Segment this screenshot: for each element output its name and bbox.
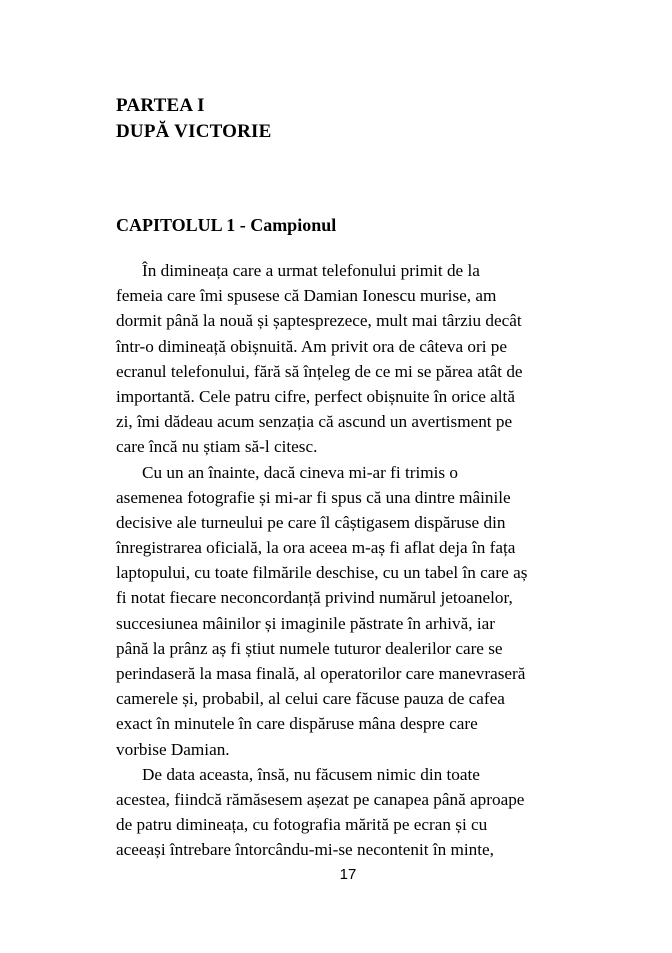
chapter-body (116, 258, 556, 863)
body-text-line: într-o dimineață obișnuită. Am privit ora de câteva ori pe (116, 336, 508, 356)
body-text-line: până la prânz aș fi știut numele tuturor dealerilor care se (116, 638, 503, 658)
body-text-line: laptopului, cu toate filmările deschise, cu un tabel în care aș (116, 563, 528, 583)
body-text-line: camerele și, probabil, al celui care făcuse pauza de cafea (116, 689, 505, 709)
body-text-line: În dimineața care a urmat telefonului primit de la (142, 261, 480, 280)
body-text-line: vorbise Damian. (116, 739, 230, 759)
body-text-line: de patru dimineața, cu fotografia mărită pe ecran și cu (116, 815, 488, 835)
body-text-line: ecranul telefonului, fără să înțeleg de ce mi se părea atât de (116, 361, 523, 381)
body-text-line: perindaseră la masa finală, al operatorilor care manevraseră (116, 664, 526, 683)
body-text-line: care încă nu știam să-l citesc. (116, 437, 318, 457)
body-text-line: decisive ale turneului pe care îl câștigasem dispăruse din (116, 512, 506, 532)
page-number: 17 (339, 866, 357, 883)
chapter-title: CAPITOLUL 1 - Campionul (116, 215, 337, 235)
body-text-line: fi notat fiecare neconcordanță privind numărul jetoanelor, (116, 588, 513, 608)
body-text-line: femeia care îmi spusese că Damian Ionescu murise, am (116, 286, 497, 306)
body-text-line: înregistrarea oficială, la ora aceea m-aș fi aflat deja în fața (116, 538, 516, 558)
body-text-line: zi, îmi dădeau acum senzația că ascund un avertisment pe (116, 412, 513, 432)
body-text-line: aceeași întrebare întorcându-mi-se necontenit în minte, (116, 840, 494, 860)
part-heading (116, 93, 272, 145)
part-title-line-2: DUPĂ VICTORIE (116, 121, 272, 142)
body-text-line: dormit până la nouă și șaptesprezece, mult mai târziu decât (116, 311, 522, 331)
part-title-line-1: PARTEA I (116, 95, 205, 116)
body-text-line: importantă. Cele patru cifre, perfect obișnuite în orice altă (116, 386, 515, 406)
body-text-line: exact în minutele în care dispăruse mâna despre care (116, 714, 478, 734)
body-text-line: De data aceasta, însă, nu făcusem nimic din toate (142, 764, 480, 784)
body-text-line: succesiunea mâinilor și imaginile păstrate în arhivă, iar (116, 613, 495, 633)
body-text-line: asemenea fotografie și mi-ar fi spus că una dintre mâinile (116, 487, 511, 507)
body-text-line: Cu un an înainte, dacă cineva mi-ar fi trimis o (142, 462, 458, 482)
body-text-line: acestea, fiindcă rămăsesem așezat pe canapea până aproape (116, 789, 525, 809)
